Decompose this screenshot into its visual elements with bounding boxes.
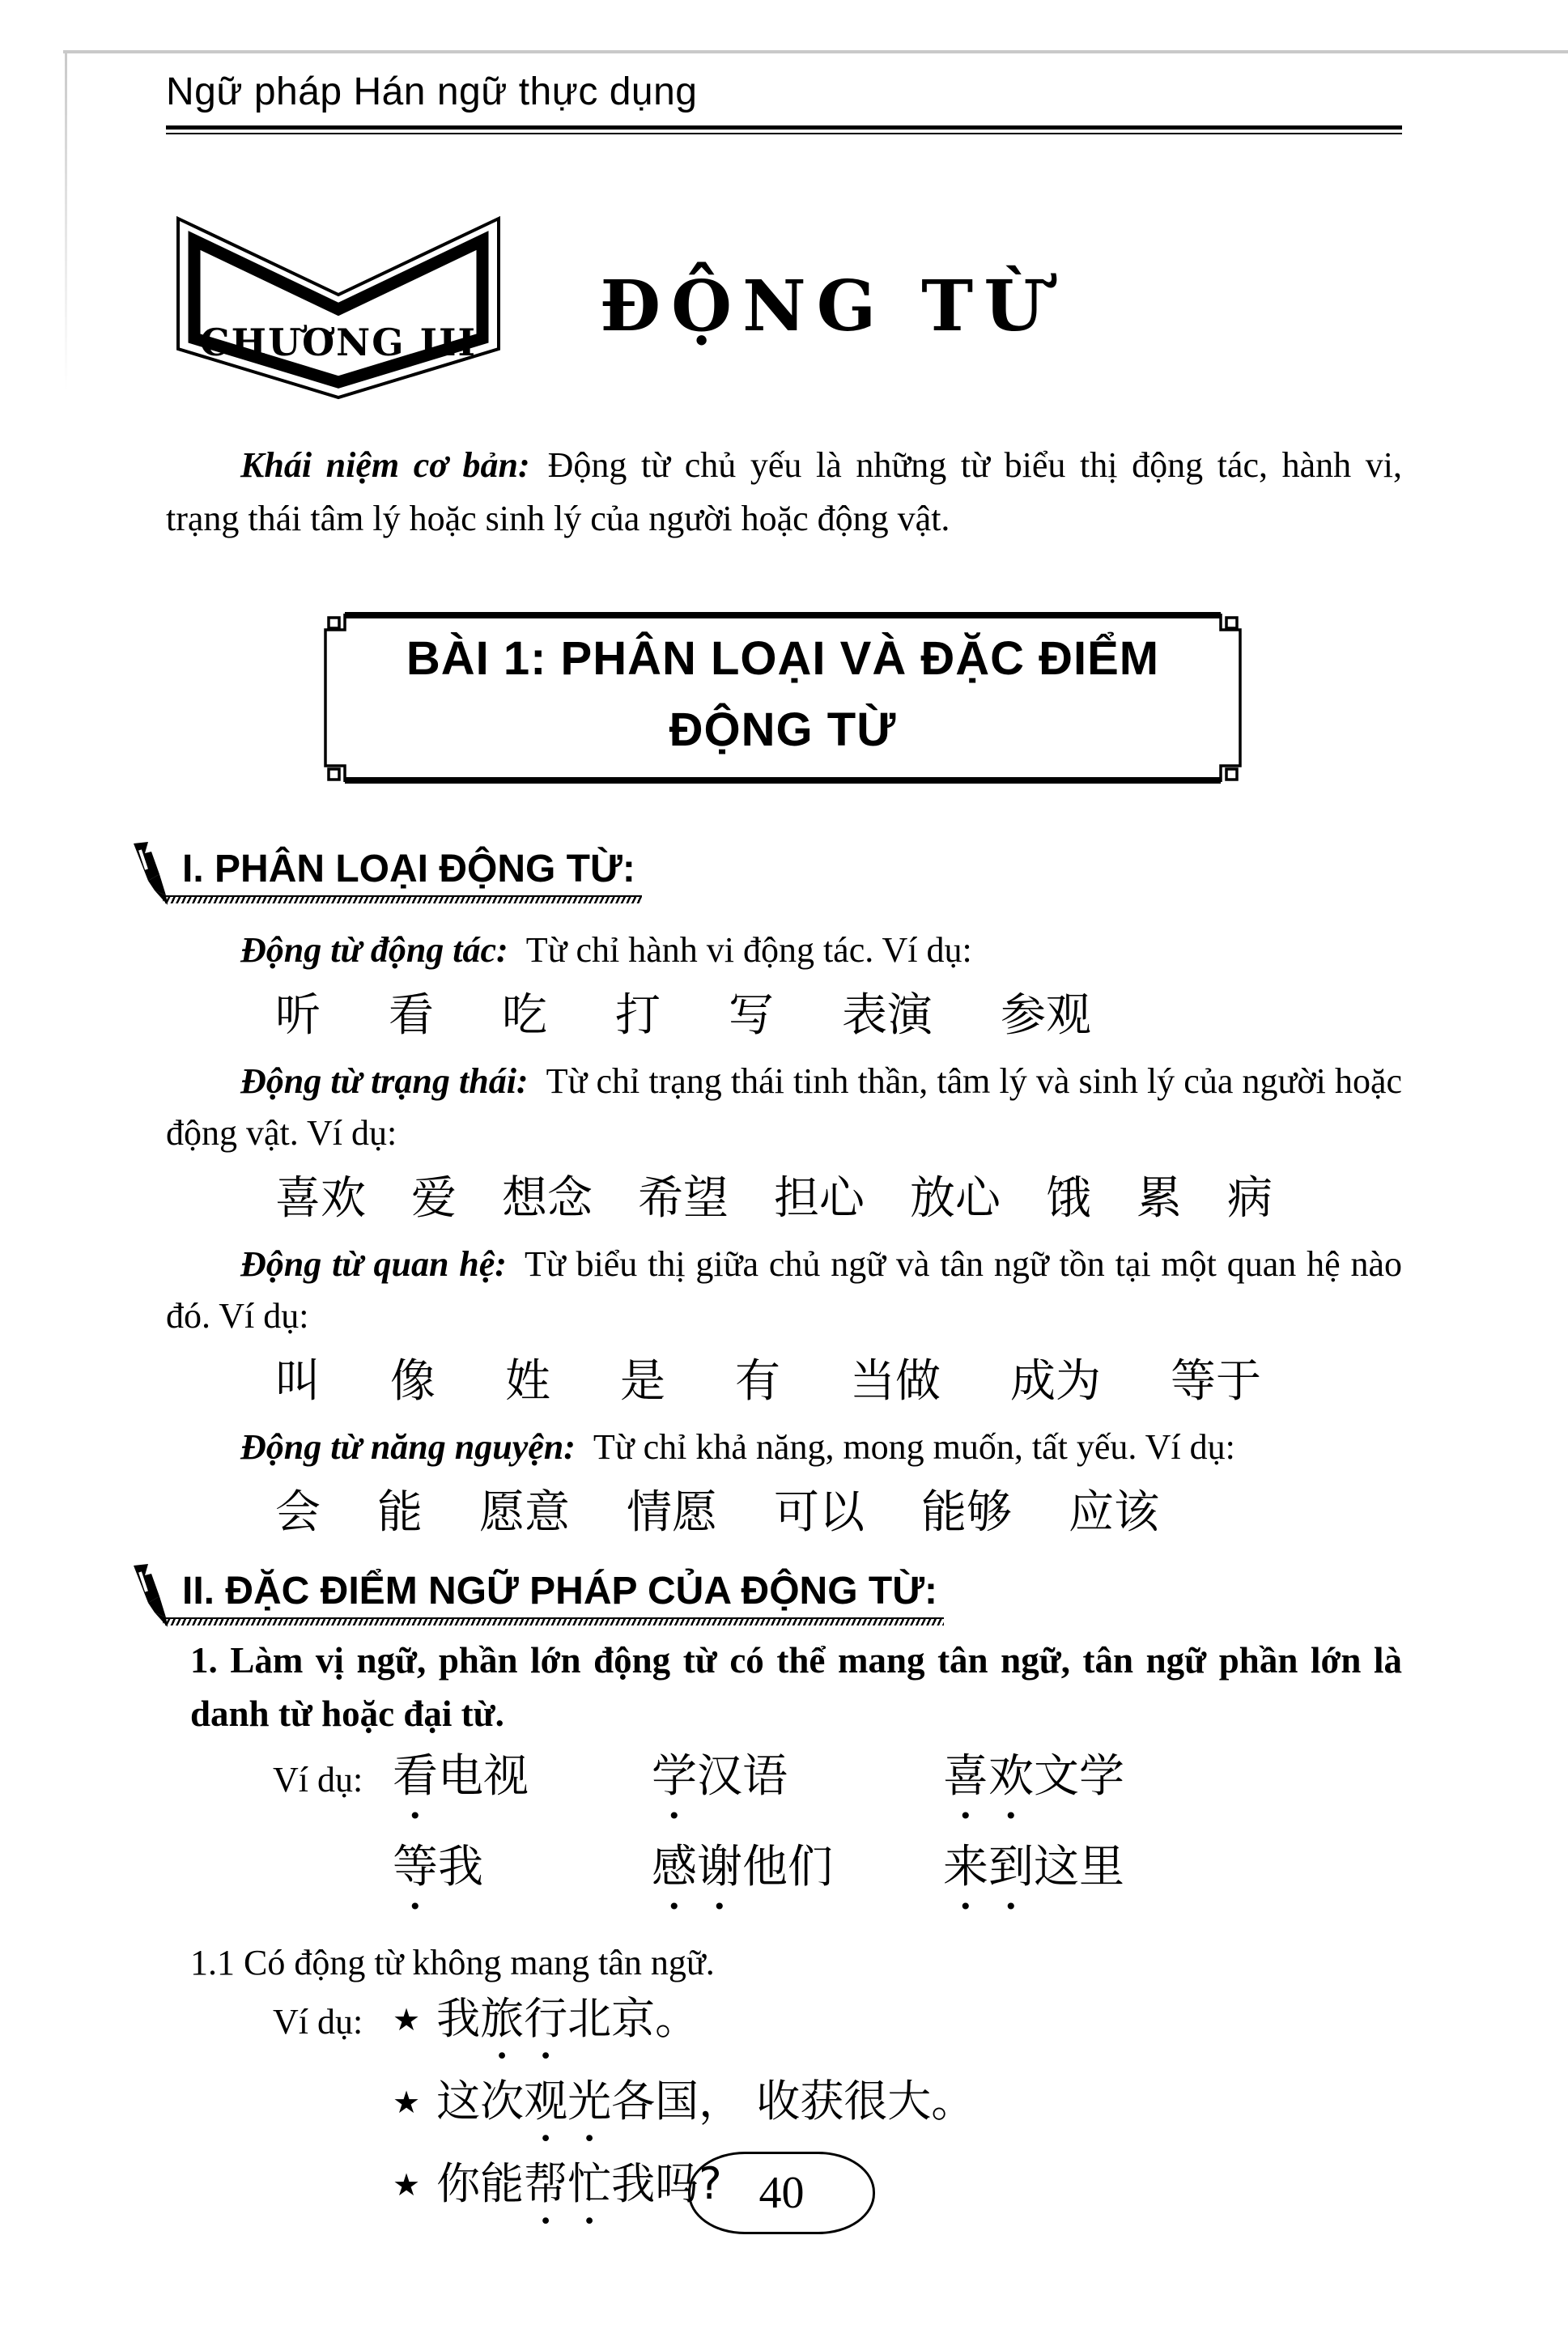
- vidu-phrase-row-1: [166, 1750, 1402, 1831]
- definition-lead: Động từ động tác:: [240, 930, 508, 970]
- section1-underline: [163, 895, 642, 903]
- hanzi-emphasized: 感谢: [652, 1841, 742, 1893]
- hanzi-rest: 我: [438, 1841, 483, 1893]
- hanzi-emphasized: 帮忙: [524, 2158, 612, 2209]
- definition-text: Từ chỉ trạng thái tinh thần, tâm lý và sinh lý của người hoặc động vật. Ví dụ:: [166, 1061, 1402, 1153]
- hanzi-example: 写: [729, 989, 774, 1042]
- definition-text: Từ biểu thị giữa chủ ngữ và tân ngữ tồn tại một quan hệ nào đó. Ví dụ:: [166, 1244, 1402, 1336]
- example-row-state-verbs: [166, 1171, 1402, 1227]
- phrase: [943, 1841, 1402, 1920]
- hanzi-example: 成为: [1010, 1355, 1101, 1408]
- hanzi-example: 打: [615, 989, 661, 1042]
- hanzi-rest: 汉语: [697, 1750, 788, 1803]
- hanzi-example: 当做: [850, 1355, 941, 1408]
- intro-lead: Khái niệm cơ bản:: [240, 445, 530, 485]
- section1-title: I. PHÂN LOẠI ĐỘNG TỪ:: [182, 848, 635, 890]
- hanzi-example: 喜欢: [275, 1172, 366, 1225]
- grammar-point-1: 1. Làm vị ngữ, phần lớn động từ có thể mang tân ngữ, tân ngữ phần lớn là danh từ hoặc đại từ.: [190, 1640, 1402, 1734]
- vidu-phrase-row-2: [166, 1841, 1402, 1922]
- hanzi-example: 能够: [921, 1486, 1012, 1539]
- vidu-label: Ví dụ:: [273, 1760, 363, 1800]
- definition-text: Từ chỉ hành vi động tác. Ví dụ:: [525, 930, 972, 970]
- hanzi-emphasized: 学: [652, 1750, 697, 1803]
- hanzi-emphasized: 旅行: [480, 1993, 568, 2044]
- hanzi-example: 累: [1137, 1172, 1182, 1225]
- lesson-title-line2: ĐỘNG TỪ: [669, 703, 897, 756]
- hanzi-rest: 我吗?: [611, 2158, 722, 2209]
- hanzi-rest: 电视: [438, 1750, 529, 1803]
- star-icon: ★: [393, 2084, 421, 2120]
- hanzi-example: 等于: [1171, 1355, 1261, 1408]
- hanzi-rest: 你能: [436, 2158, 525, 2209]
- chapter-header: [166, 210, 1402, 403]
- hanzi-rest: 我: [436, 1993, 481, 2044]
- hanzi-example: 能: [377, 1486, 423, 1539]
- hanzi-example: 参观: [1001, 989, 1091, 1042]
- phrase: [393, 1750, 652, 1829]
- hanzi-example: 饿: [1046, 1172, 1091, 1225]
- definition-lead: Động từ trạng thái:: [240, 1061, 529, 1101]
- star-icon: ★: [393, 2002, 421, 2038]
- hanzi-example: 表演: [842, 989, 933, 1042]
- hanzi-rest: 北京。: [567, 1993, 699, 2044]
- hanzi-emphasized: 看: [393, 1750, 438, 1803]
- chapter-intro: [166, 439, 1402, 546]
- section2-heading-row: [166, 1569, 1402, 1625]
- hanzi-example: 会: [275, 1486, 321, 1539]
- phrase: [943, 1750, 1402, 1829]
- hanzi-example: 姓: [505, 1355, 550, 1408]
- hanzi-example: 叫: [275, 1355, 321, 1408]
- hanzi-example: 想念: [502, 1172, 593, 1225]
- hanzi-example: 爱: [411, 1172, 457, 1225]
- sentence: [436, 2076, 975, 2152]
- section1-heading: [182, 847, 635, 903]
- page-number-badge: [688, 2152, 875, 2234]
- definition-text: Từ chỉ khả năng, mong muốn, tất yếu. Ví dụ:: [593, 1427, 1235, 1467]
- star-example-1: [166, 1993, 1402, 2067]
- hanzi-example: 病: [1227, 1172, 1273, 1225]
- star-example-2: [166, 2076, 1402, 2150]
- section1-heading-row: [166, 847, 1402, 903]
- hanzi-example: 听: [275, 989, 321, 1042]
- hanzi-example: 担心: [774, 1172, 865, 1225]
- scan-edge-top: [63, 50, 1568, 53]
- hanzi-emphasized: 观光: [524, 2076, 612, 2127]
- intro-text: Động từ chủ yếu là những từ biểu thị động tác, hành vi, trạng thái tâm lý hoặc sinh lý của người hoặc động vật.: [166, 445, 1402, 538]
- hanzi-rest: 这里: [1034, 1841, 1124, 1893]
- example-row-modal-verbs: [166, 1485, 1402, 1541]
- hanzi-example: 应该: [1069, 1486, 1159, 1539]
- definition-lead: Động từ quan hệ:: [240, 1244, 507, 1284]
- lesson-title-line1: BÀI 1: PHÂN LOẠI VÀ ĐẶC ĐIỂM: [406, 632, 1160, 685]
- definition-state-verbs: [166, 1056, 1402, 1159]
- phrase: [652, 1841, 943, 1920]
- definition-modal-verbs: [166, 1421, 1402, 1473]
- hanzi-rest: 各国， 收获很大。: [611, 2076, 975, 2127]
- hanzi-example: 有: [735, 1355, 780, 1408]
- hanzi-example: 希望: [638, 1172, 729, 1225]
- chapter-badge: CHƯƠNG III: [199, 321, 478, 364]
- lesson-title-box: [318, 610, 1247, 785]
- chapter-banner-icon: [172, 211, 504, 402]
- section2-underline: [163, 1617, 944, 1625]
- hanzi-example: 放心: [910, 1172, 1001, 1225]
- section2-title: II. ĐẶC ĐIỂM NGỮ PHÁP CỦA ĐỘNG TỪ:: [182, 1570, 937, 1613]
- pen-icon: [124, 842, 169, 908]
- example-row-action-verbs: [166, 988, 1402, 1044]
- sentence: [436, 1993, 699, 2069]
- hanzi-example: 情愿: [627, 1486, 717, 1539]
- grammar-point-1-1: 1.1 Có động từ không mang tân ngữ.: [190, 1943, 715, 1982]
- sentence: [436, 2158, 722, 2234]
- hanzi-emphasized: 等: [393, 1841, 438, 1893]
- chapter-title: ĐỘNG TỪ: [600, 266, 1056, 347]
- hanzi-example: 看: [389, 989, 434, 1042]
- phrase: [652, 1750, 943, 1829]
- hanzi-example: 可以: [774, 1486, 865, 1539]
- hanzi-rest: 文学: [1034, 1750, 1124, 1803]
- definition-relational-verbs: [166, 1239, 1402, 1342]
- hanzi-emphasized: 来到: [943, 1841, 1034, 1893]
- hanzi-example: 是: [620, 1355, 665, 1408]
- lesson-title: [318, 610, 1247, 766]
- example-row-relational-verbs: [166, 1353, 1402, 1410]
- star-icon: ★: [393, 2167, 421, 2203]
- header-rule: [166, 125, 1402, 134]
- hanzi-example: 吃: [502, 989, 547, 1042]
- hanzi-rest: 他们: [742, 1841, 833, 1893]
- definition-action-verbs: [166, 924, 1402, 976]
- hanzi-example: 像: [390, 1355, 436, 1408]
- phrase: [393, 1841, 652, 1920]
- pen-icon: [124, 1564, 169, 1630]
- running-header-title: Ngữ pháp Hán ngữ thực dụng: [166, 70, 698, 113]
- hanzi-example: 愿意: [479, 1486, 570, 1539]
- definition-lead: Động từ năng nguyện:: [240, 1427, 576, 1467]
- hanzi-rest: 这次: [436, 2076, 525, 2127]
- page-number: 40: [759, 2168, 805, 2218]
- hanzi-emphasized: 喜欢: [943, 1750, 1034, 1803]
- section2-heading: [182, 1569, 937, 1625]
- scan-edge-left: [65, 50, 67, 390]
- vidu-label: Ví dụ:: [273, 2002, 363, 2042]
